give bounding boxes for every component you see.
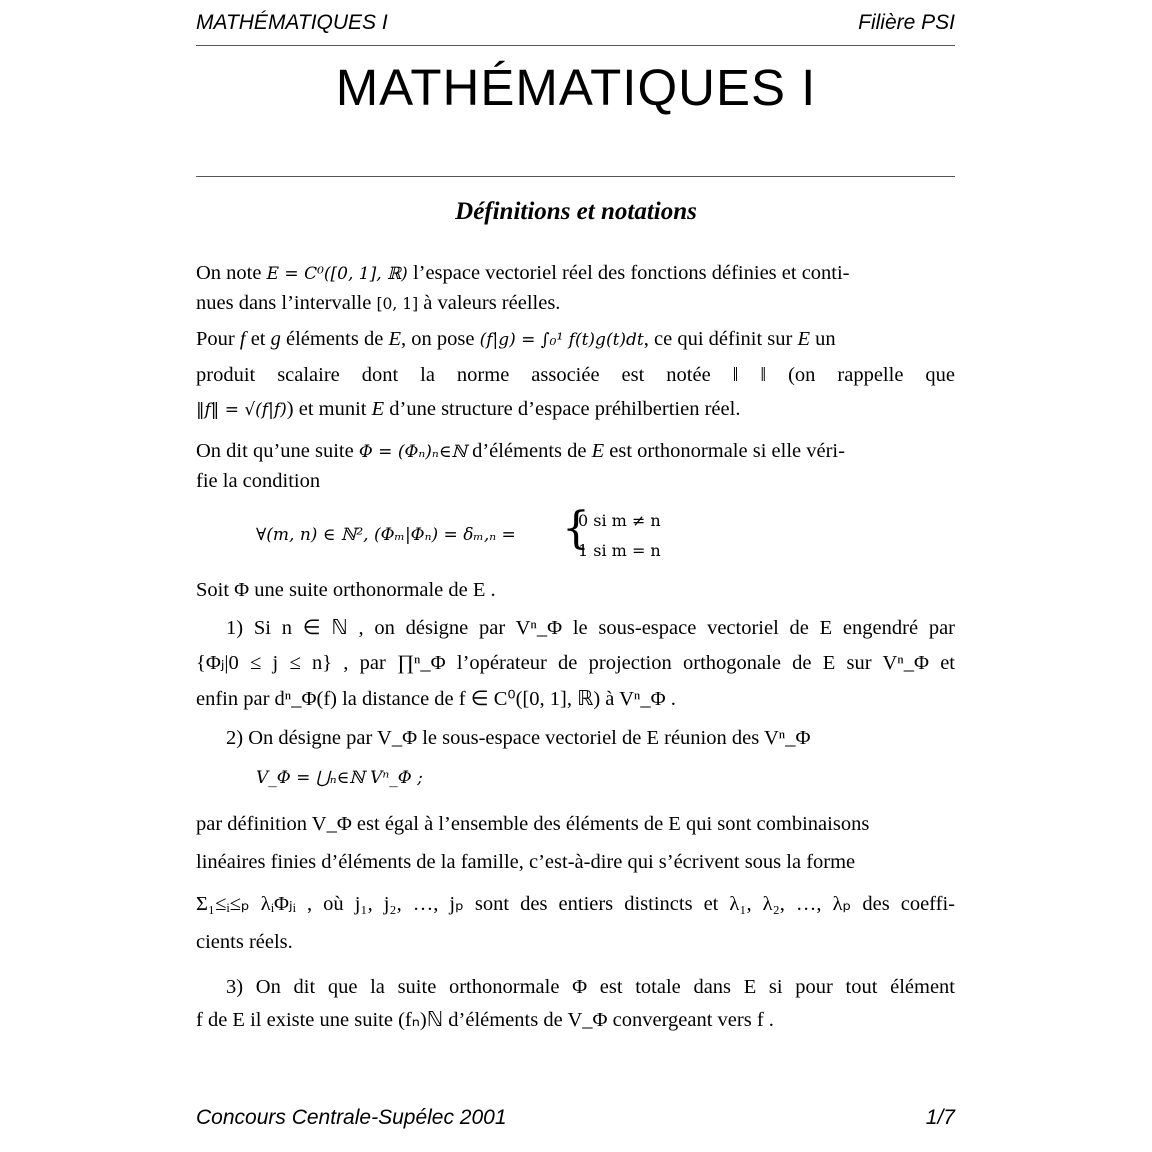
para1-line2: nues dans l’intervalle [0, 1] à valeurs réelles. xyxy=(196,292,561,314)
item1-line2: {Φⱼ|0 ≤ j ≤ n} , par ∏ⁿ_Φ l’opérateur de projection orthogonale de E sur Vⁿ_Φ et xyxy=(196,652,955,674)
math-phi-sequence: Φ = (Φₙ)ₙ∈ℕ xyxy=(358,442,467,462)
item3-line1: 3) On dit que la suite orthonormale Φ est totale dans E si pour tout élément xyxy=(226,976,955,998)
para3-line2: fie la condition xyxy=(196,470,321,492)
item2-line5: cients réels. xyxy=(196,931,293,953)
math-interval: [0, 1] xyxy=(376,295,419,313)
item2-line2: par définition V_Φ est égal à l’ensemble des éléments de E qui sont combinaisons xyxy=(196,813,870,835)
para2-line2: produit scalaire dont la norme associée est notée ‖ ‖ (on rappelle que xyxy=(196,364,955,386)
para2-line3: ‖f‖ = √(f|f)) et munit E d’une structure d’espace préhilbertien réel. xyxy=(196,398,741,420)
header-left: MATHÉMATIQUES I xyxy=(196,11,388,34)
header-rule xyxy=(196,45,955,46)
para4: Soit Φ une suite orthonormale de E . xyxy=(196,579,496,601)
condition-case1: 0 si m ≠ n xyxy=(578,511,661,530)
math-E-def: E = C⁰([0, 1], ℝ) xyxy=(266,264,408,284)
item2-line1: 2) On désigne par V_Φ le sous-espace vectoriel de E réunion des Vⁿ_Φ xyxy=(226,727,811,749)
title-rule xyxy=(196,176,955,177)
footer-left: Concours Centrale-Supélec 2001 xyxy=(196,1106,507,1129)
item2-union: V_Φ = ⋃ₙ∈ℕ Vⁿ_Φ ; xyxy=(256,768,423,788)
item2-line3: linéaires finies d’éléments de la famille, c’est-à-dire qui s’écrivent sous la forme xyxy=(196,851,856,873)
para3-line1: On dit qu’une suite Φ = (Φₙ)ₙ∈ℕ d’éléments de E est orthonormale si elle véri- xyxy=(196,440,845,462)
item3-line2: f de E il existe une suite (fₙ)ℕ d’éléments de V_Φ convergeant vers f . xyxy=(196,1009,774,1031)
page-title: MATHÉMATIQUES I xyxy=(335,59,817,116)
header-right: Filière PSI xyxy=(858,11,955,34)
condition-case2: 1 si m = n xyxy=(578,541,661,560)
math-inner-product: (f|g) = ∫₀¹ f(t)g(t)dt xyxy=(479,330,644,350)
math-norm: ‖f‖ = √(f|f) xyxy=(196,400,287,420)
item1-line3: enfin par dⁿ_Φ(f) la distance de f ∈ C⁰([0, 1], ℝ) à Vⁿ_Φ . xyxy=(196,688,676,710)
item2-line4: Σ₁≤ᵢ≤ₚ λᵢΦⱼᵢ , où j₁, j₂, …, jₚ sont des entiers distincts et λ₁, λ₂, …, λₚ des coeffi- xyxy=(196,893,955,915)
item1-line1: 1) Si n ∈ ℕ , on désigne par Vⁿ_Φ le sous-espace vectoriel de E engendré par xyxy=(226,617,955,639)
para1-line1: On note E = C⁰([0, 1], ℝ) l’espace vectoriel réel des fonctions définies et conti- xyxy=(196,262,850,284)
page-number: 1/7 xyxy=(925,1106,955,1129)
para2-line1: Pour f et g éléments de E, on pose (f|g) = ∫₀¹ f(t)g(t)dt, ce qui définit sur E un xyxy=(196,328,836,350)
condition-brace: { xyxy=(562,503,590,554)
section-title: Définitions et notations xyxy=(455,198,697,225)
condition-lhs: ∀(m, n) ∈ ℕ², (Φₘ|Φₙ) = δₘ,ₙ = xyxy=(256,525,516,545)
